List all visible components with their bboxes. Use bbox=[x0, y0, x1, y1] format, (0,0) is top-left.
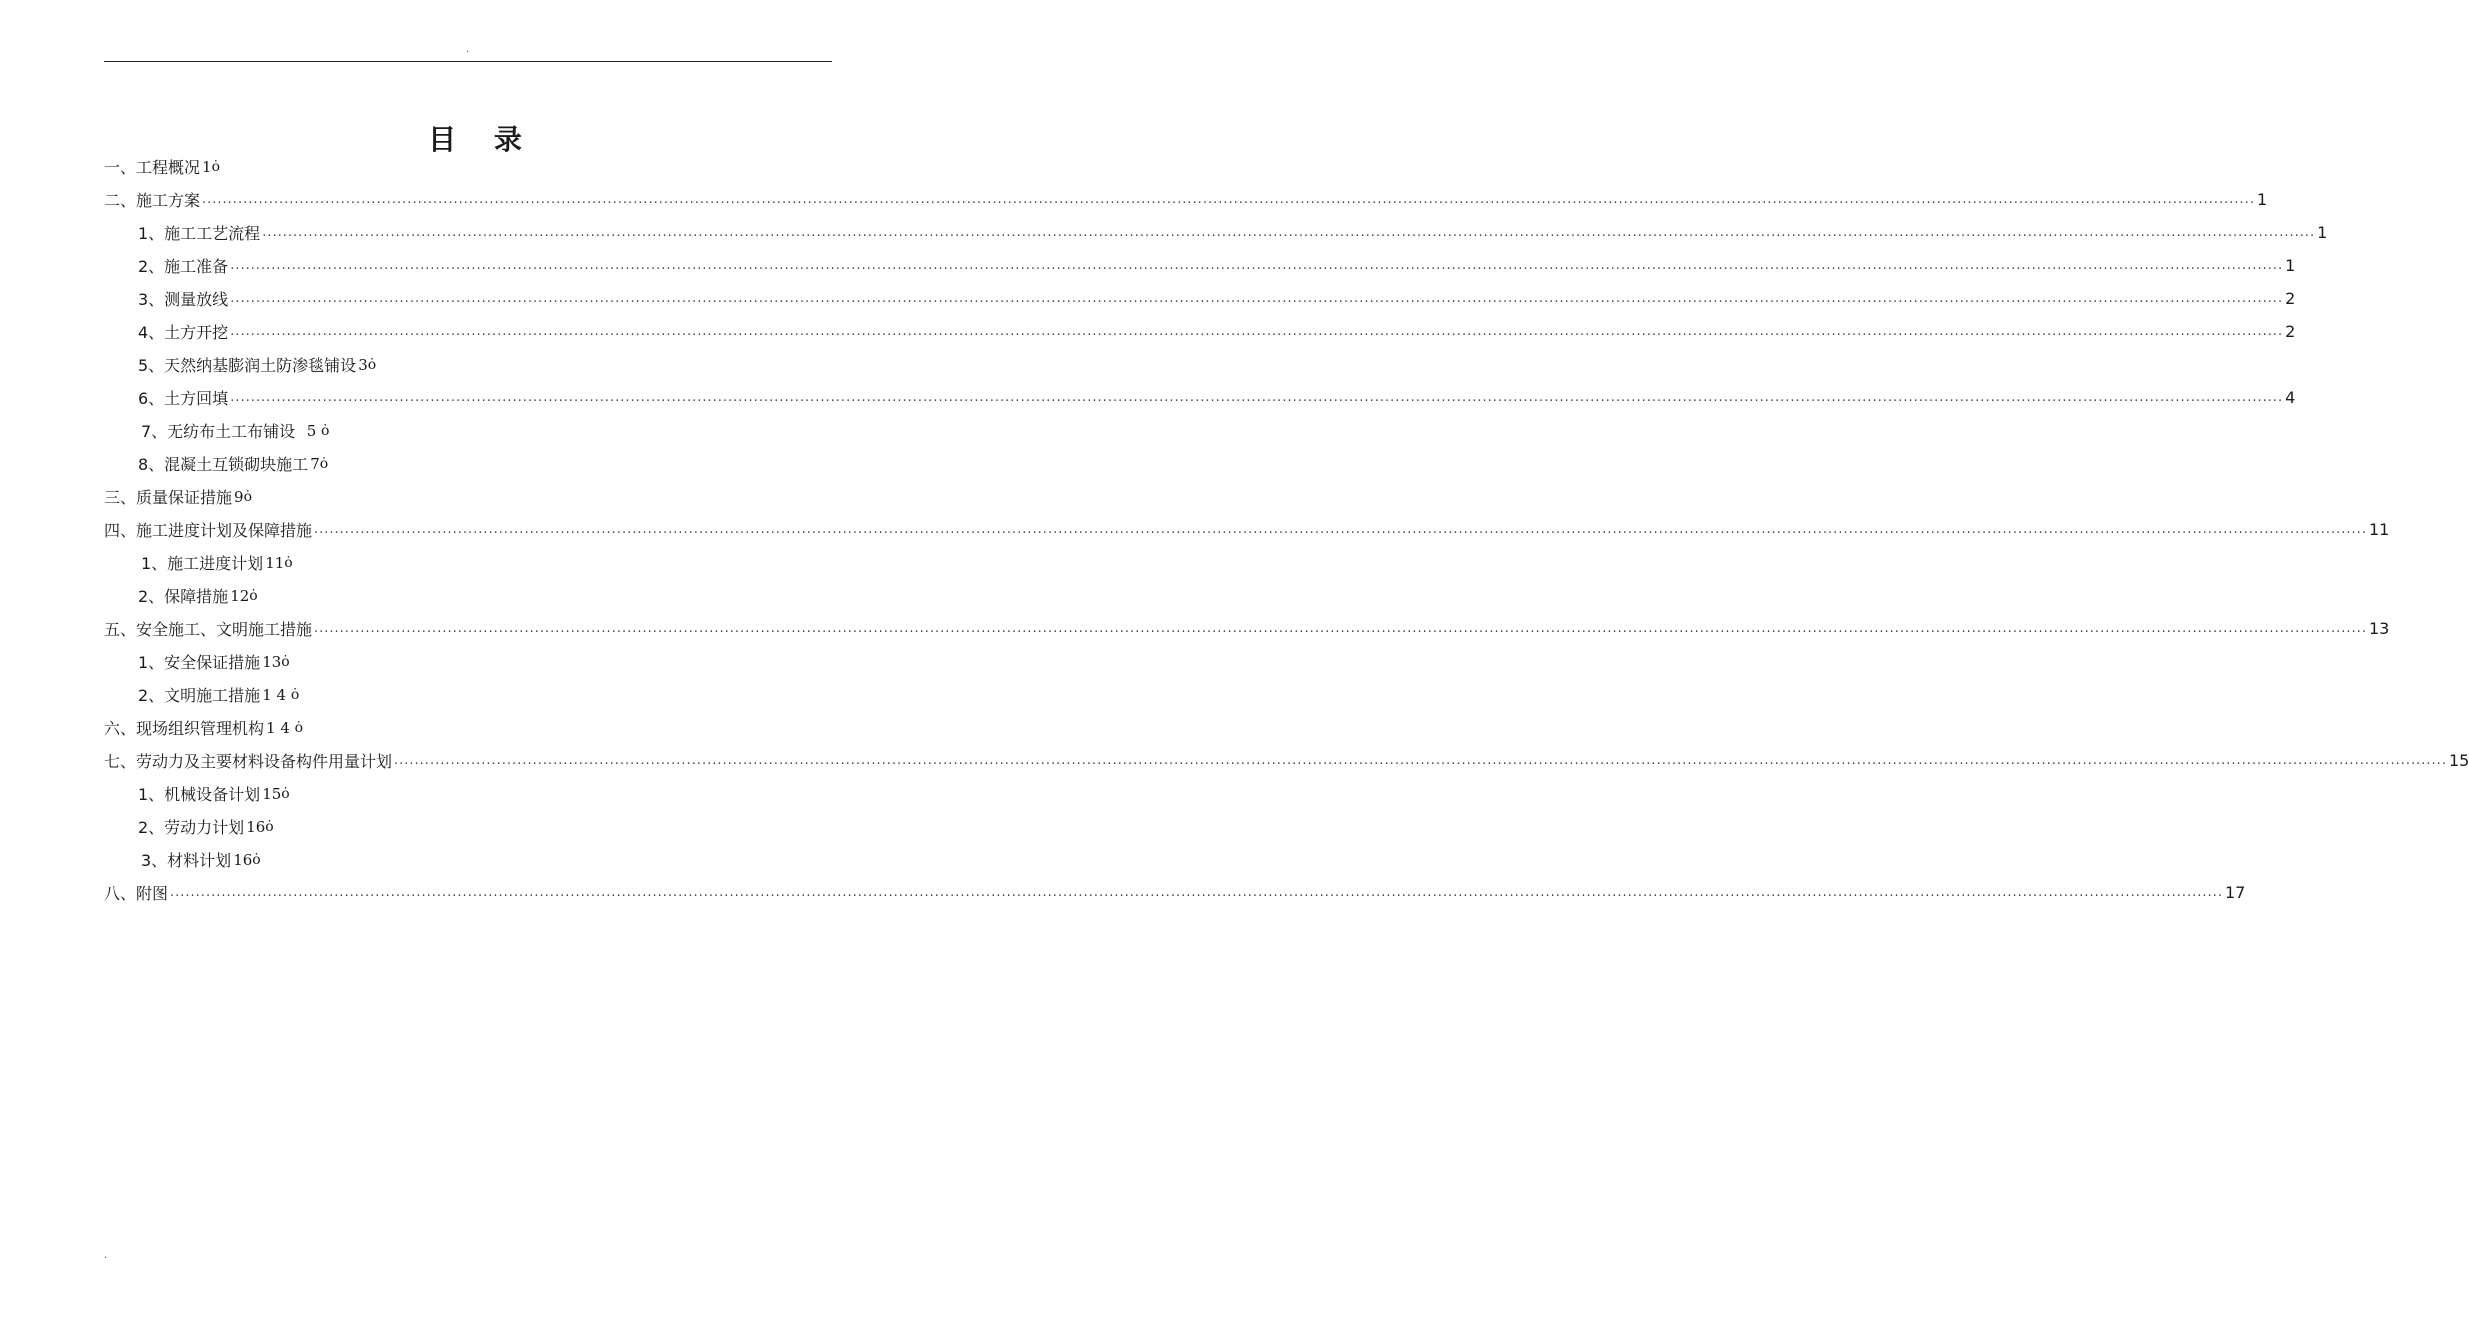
toc-page-number: 17 bbox=[2224, 883, 2246, 902]
toc-page-number: 2 bbox=[2285, 322, 2296, 341]
toc-dot-leader: ................................................................................................................................................................................................................................................................................................................................................................................................................ bbox=[230, 291, 2284, 306]
toc-entry-title: 2、施工准备 bbox=[138, 257, 229, 276]
toc-paragraph-mark: ȯ bbox=[319, 455, 329, 472]
header-dot: . bbox=[466, 44, 470, 55]
toc-entry[interactable] bbox=[104, 678, 832, 711]
toc-inline-page-number: 1 4 bbox=[262, 685, 291, 704]
toc-dot-leader: ................................................................................................................................................................................................................................................................................................................................................................................................................ bbox=[314, 522, 2367, 537]
toc-paragraph-mark: ȯ bbox=[265, 818, 274, 835]
toc-entry[interactable] bbox=[104, 876, 2246, 909]
toc-inline-page-number: 1 4 bbox=[266, 718, 295, 737]
toc-inline-page-number: 9 bbox=[234, 487, 244, 506]
toc-inline-page-number: 11 bbox=[265, 553, 285, 572]
footer-dot: . bbox=[104, 1250, 108, 1261]
toc-entry-title: 3、材料计划 bbox=[141, 851, 232, 870]
toc-dot-leader: ................................................................................................................................................................................................................................................................................................................................................................................................................ bbox=[170, 885, 2223, 900]
toc-dot-leader: ................................................................................................................................................................................................................................................................................................................................................................................................................ bbox=[230, 258, 2284, 273]
toc-inline-page-number: 5 bbox=[297, 421, 322, 440]
toc-entry[interactable] bbox=[104, 249, 2296, 282]
toc-page-number: 2 bbox=[2285, 289, 2296, 308]
toc-entry[interactable] bbox=[104, 282, 2296, 315]
toc-entry[interactable] bbox=[104, 381, 2296, 414]
toc-entry[interactable] bbox=[104, 546, 832, 579]
toc-entry[interactable] bbox=[104, 645, 832, 678]
toc-page-number: 11 bbox=[2368, 520, 2390, 539]
toc-paragraph-mark: ȯ bbox=[211, 158, 220, 175]
toc-inline-page-number: 16 bbox=[233, 850, 253, 869]
toc-paragraph-mark: ȯ bbox=[367, 356, 377, 373]
toc-page-number: 1 bbox=[2317, 223, 2328, 242]
toc-entry[interactable] bbox=[104, 579, 832, 612]
toc-inline-page-number: 16 bbox=[246, 817, 266, 836]
toc-entry-title: 三、质量保证措施 bbox=[104, 488, 233, 507]
toc-page-number: 1 bbox=[2285, 256, 2296, 275]
toc-entry[interactable] bbox=[104, 711, 832, 744]
toc-paragraph-mark: ȯ bbox=[252, 851, 261, 868]
toc-entry-title: 3、测量放线 bbox=[138, 290, 229, 309]
toc-inline-page-number: 15 bbox=[262, 784, 282, 803]
toc-entry[interactable] bbox=[104, 315, 2296, 348]
toc-entry[interactable] bbox=[104, 513, 2390, 546]
toc-paragraph-mark: ȯ bbox=[243, 488, 252, 505]
toc-paragraph-mark: ȯ bbox=[281, 785, 290, 802]
toc-dot-leader: ................................................................................................................................................................................................................................................................................................................................................................................................................ bbox=[262, 225, 2316, 240]
header-rule bbox=[104, 61, 832, 62]
toc-entry-title: 1、安全保证措施 bbox=[138, 653, 261, 672]
toc-entry-title: 5、天然纳基膨润土防渗毯铺设 bbox=[138, 356, 357, 375]
toc-page-number: 13 bbox=[2368, 619, 2390, 638]
toc-paragraph-mark: ȯ bbox=[249, 587, 258, 604]
toc-entry-title: 2、劳动力计划 bbox=[138, 818, 245, 837]
toc-inline-page-number: 3 bbox=[358, 355, 368, 374]
toc-paragraph-mark: ȯ bbox=[284, 554, 293, 571]
toc-entry[interactable] bbox=[104, 183, 2268, 216]
toc-entry-title: 6、土方回填 bbox=[138, 389, 229, 408]
toc-entry-title: 7、无纺布土工布铺设 bbox=[141, 422, 296, 441]
toc-dot-leader: ................................................................................................................................................................................................................................................................................................................................................................................................................ bbox=[230, 390, 2284, 405]
toc-entry-title: 1、施工进度计划 bbox=[141, 554, 264, 573]
toc-page-number: 15 bbox=[2448, 751, 2469, 770]
toc-entry-title: 二、施工方案 bbox=[104, 191, 201, 210]
toc-entry[interactable] bbox=[104, 150, 832, 183]
toc-entry[interactable] bbox=[104, 480, 832, 513]
toc-entry-title: 八、附图 bbox=[104, 884, 169, 903]
toc-entry-title: 8、混凝土互锁砌块施工 bbox=[138, 455, 309, 474]
toc-entry-title: 五、安全施工、文明施工措施 bbox=[104, 620, 313, 639]
toc-page-number: 4 bbox=[2285, 388, 2296, 407]
toc-inline-page-number: 13 bbox=[262, 652, 282, 671]
toc-dot-leader: ................................................................................................................................................................................................................................................................................................................................................................................................................ bbox=[394, 753, 2447, 768]
toc-entry-title: 2、文明施工措施 bbox=[138, 686, 261, 705]
toc-inline-page-number: 1 bbox=[202, 157, 212, 176]
toc-entry[interactable] bbox=[104, 216, 2328, 249]
toc-paragraph-mark: ȯ bbox=[294, 719, 304, 736]
toc-inline-page-number: 7 bbox=[310, 454, 320, 473]
toc-dot-leader: ................................................................................................................................................................................................................................................................................................................................................................................................................ bbox=[202, 192, 2255, 207]
toc-entry[interactable] bbox=[104, 777, 832, 810]
table-of-contents bbox=[104, 150, 2469, 909]
toc-entry-title: 4、土方开挖 bbox=[138, 323, 229, 342]
toc-paragraph-mark: ȯ bbox=[290, 686, 300, 703]
toc-entry[interactable] bbox=[104, 744, 2469, 777]
toc-entry-title: 1、机械设备计划 bbox=[138, 785, 261, 804]
page-title: 目 录 bbox=[428, 123, 536, 156]
toc-dot-leader: ................................................................................................................................................................................................................................................................................................................................................................................................................ bbox=[230, 324, 2284, 339]
toc-entry[interactable] bbox=[104, 348, 832, 381]
toc-entry[interactable] bbox=[104, 447, 832, 480]
toc-entry-title: 1、施工工艺流程 bbox=[138, 224, 261, 243]
toc-entry-title: 2、保障措施 bbox=[138, 587, 229, 606]
toc-entry[interactable] bbox=[104, 414, 832, 447]
toc-entry-title: 一、工程概况 bbox=[104, 158, 201, 177]
toc-entry[interactable] bbox=[104, 843, 832, 876]
toc-paragraph-mark: ȯ bbox=[281, 653, 290, 670]
toc-entry[interactable] bbox=[104, 612, 2390, 645]
toc-entry-title: 四、施工进度计划及保障措施 bbox=[104, 521, 313, 540]
toc-entry-title: 六、现场组织管理机构 bbox=[104, 719, 265, 738]
toc-entry[interactable] bbox=[104, 810, 832, 843]
toc-dot-leader: ................................................................................................................................................................................................................................................................................................................................................................................................................ bbox=[314, 621, 2367, 636]
toc-paragraph-mark: ȯ bbox=[321, 422, 330, 439]
toc-page-number: 1 bbox=[2256, 190, 2268, 209]
toc-entry-title: 七、劳动力及主要材料设备构件用量计划 bbox=[104, 752, 393, 771]
toc-inline-page-number: 12 bbox=[230, 586, 250, 605]
